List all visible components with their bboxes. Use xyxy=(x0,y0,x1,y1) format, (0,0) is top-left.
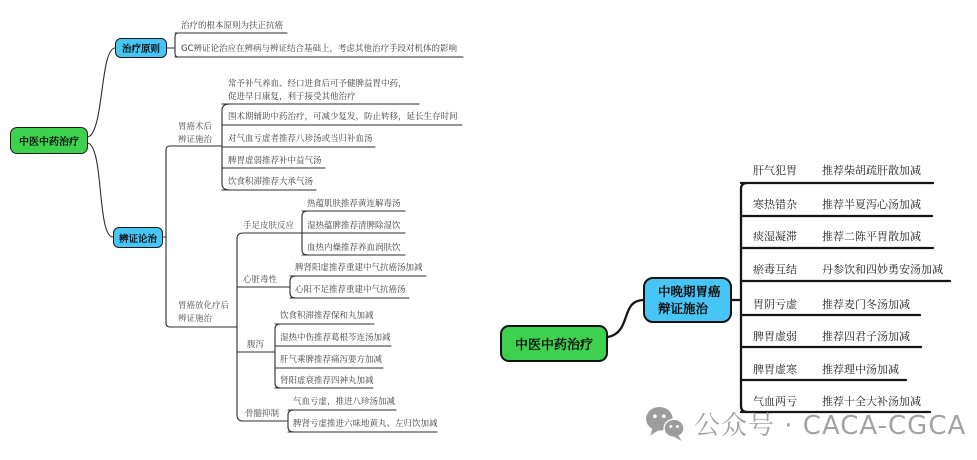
group-label: 心脏毒性 xyxy=(243,275,278,285)
leaf-text: 热蕴肌肤推荐黄连解毒汤 xyxy=(307,199,401,209)
dialectic-node: 辨证论治 xyxy=(113,227,163,248)
leaf-text: 饮食积滞推荐大承气汤 xyxy=(228,177,314,187)
syndrome-label: 脾胃虚寒 xyxy=(753,363,797,376)
group-label: 手足皮肤反应 xyxy=(243,221,295,231)
branch-label: 胃癌术后 xyxy=(178,122,213,132)
late-stage-line2: 辩证施治 xyxy=(658,301,709,316)
leaf-text: 脾肾亏虚推进六味地黄丸、左归饮加减 xyxy=(293,419,438,429)
branch-label: 辨证施治 xyxy=(178,314,213,324)
syndrome-label: 脾胃虚弱 xyxy=(753,330,797,343)
branch-label: 胃癌放化疗后 xyxy=(178,301,230,311)
recommendation-text: 推荐柴胡疏肝散加减 xyxy=(822,164,921,177)
syndrome-label: 气血两亏 xyxy=(753,395,797,408)
recommendation-text: 丹参饮和四妙勇安汤加减 xyxy=(822,263,943,276)
recommendation-text: 推荐半夏泻心汤加减 xyxy=(822,198,921,211)
recommendation-text: 推荐麦门冬汤加减 xyxy=(822,298,910,311)
recommendation-text: 推荐理中汤加减 xyxy=(822,363,899,376)
leaf-text: 脾肾阳虚推荐重建中气抗癌汤加减 xyxy=(295,263,423,273)
syndrome-label: 胃阴亏虚 xyxy=(753,298,797,311)
group-label: 骨髓抑制 xyxy=(245,409,280,419)
leaf-text: 肾阳虚衰推荐四神丸加减 xyxy=(280,376,374,386)
leaf-text: 围术期辅助中药治疗，可减少复发，防止转移，延长生存时间 xyxy=(228,112,458,122)
leaf-text: 肝气乘脾推荐痛泻要方加减 xyxy=(280,355,383,365)
group-label: 腹泻 xyxy=(247,340,265,350)
leaf-text: 心阳不足推荐重建中气抗癌汤 xyxy=(295,285,406,295)
leaf-text: 湿热中伤推荐葛根芩连汤加减 xyxy=(280,333,391,343)
principle-node: 治疗原则 xyxy=(115,38,167,58)
syndrome-label: 瘀毒互结 xyxy=(753,263,797,276)
leaf-text: 脾胃虚弱推荐补中益气汤 xyxy=(228,156,322,166)
leaf-text: 常予补气养血、经口进食后可予健脾益胃中药， xyxy=(228,79,407,89)
late-stage-line1: 中晚期胃癌 xyxy=(658,284,721,299)
watermark xyxy=(645,405,966,442)
branch-label: 辨证施治 xyxy=(178,135,213,145)
wechat-icon xyxy=(645,406,685,442)
leaf-text: 对气血亏虚者推荐八珍汤或当归补血汤 xyxy=(228,134,373,144)
recommendation-text: 推荐四君子汤加减 xyxy=(822,330,910,343)
watermark-text: 公众号 · CACA-CGCA xyxy=(694,411,967,441)
late-stage-node xyxy=(643,277,732,323)
recommendation-text: 推荐二陈平胃散加减 xyxy=(822,230,921,243)
left-root-node: 中医中药治疗 xyxy=(10,127,88,154)
leaf-text: 血热内燥推荐养血润肤饮 xyxy=(307,243,401,253)
leaf-text: GC辨证论治应在辨病与辨证结合基础上，考虑其他治疗手段对机体的影响 xyxy=(181,44,458,54)
leaf-text: 饮食积滞推荐保和丸加减 xyxy=(280,311,374,321)
recommendation-text: 推荐十全大补汤加减 xyxy=(822,395,921,408)
syndrome-label: 肝气犯胃 xyxy=(753,164,797,177)
leaf-text: 气血亏虚，推进八珍汤加减 xyxy=(293,397,396,407)
syndrome-label: 痰湿凝滞 xyxy=(753,230,797,243)
leaf-text: 湿热蕴脾推荐清脾除湿饮 xyxy=(307,221,401,231)
right-root-node: 中医中药治疗 xyxy=(500,325,608,362)
leaf-text: 治疗的根本原则为扶正抗癌 xyxy=(181,21,284,31)
syndrome-label: 寒热错杂 xyxy=(753,198,797,211)
leaf-text: 促进早日康复，利于接受其他治疗 xyxy=(228,92,356,102)
